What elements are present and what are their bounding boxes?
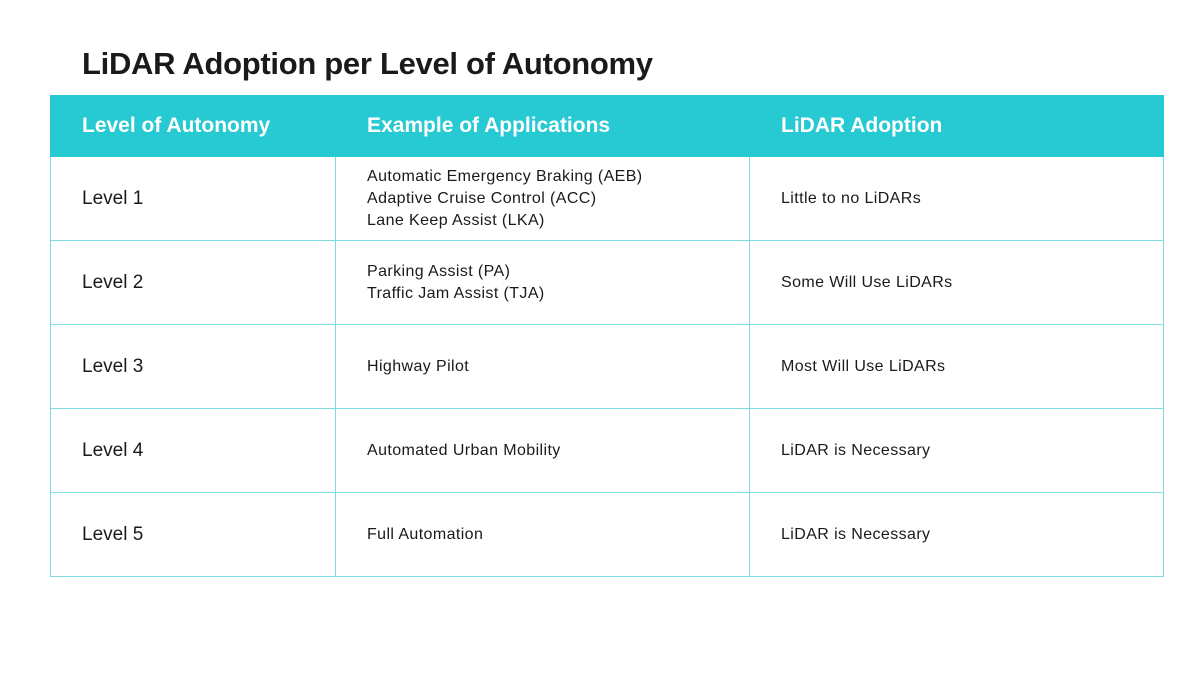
level-cell: Level 5 [51, 493, 336, 577]
header-example-of-applications: Example of Applications [336, 96, 750, 157]
applications-cell [336, 325, 750, 409]
application-item: Automatic Emergency Braking (AEB) [367, 167, 643, 185]
adoption-cell: Some Will Use LiDARs [750, 241, 1164, 325]
adoption-cell: LiDAR is Necessary [750, 493, 1164, 577]
applications-cell [336, 157, 750, 241]
table-row [51, 157, 1164, 241]
level-cell: Level 4 [51, 409, 336, 493]
applications-cell [336, 409, 750, 493]
table-row [51, 409, 1164, 493]
adoption-cell: Most Will Use LiDARs [750, 325, 1164, 409]
application-item: Traffic Jam Assist (TJA) [367, 284, 545, 302]
level-cell: Level 3 [51, 325, 336, 409]
application-item: Parking Assist (PA) [367, 262, 511, 280]
table-header-row [51, 96, 1164, 157]
level-cell: Level 1 [51, 157, 336, 241]
lidar-adoption-table [50, 95, 1164, 577]
application-item: Automated Urban Mobility [367, 441, 561, 459]
application-item: Highway Pilot [367, 357, 470, 375]
level-cell: Level 2 [51, 241, 336, 325]
header-level-of-autonomy: Level of Autonomy [51, 96, 336, 157]
page-title: LiDAR Adoption per Level of Autonomy [82, 46, 653, 81]
table-row [51, 325, 1164, 409]
adoption-cell: Little to no LiDARs [750, 157, 1164, 241]
applications-cell [336, 241, 750, 325]
application-item: Full Automation [367, 525, 484, 543]
applications-cell [336, 493, 750, 577]
header-lidar-adoption: LiDAR Adoption [750, 96, 1164, 157]
application-item: Adaptive Cruise Control (ACC) [367, 189, 597, 207]
table-row [51, 493, 1164, 577]
table-row [51, 241, 1164, 325]
application-item: Lane Keep Assist (LKA) [367, 211, 545, 229]
adoption-cell: LiDAR is Necessary [750, 409, 1164, 493]
